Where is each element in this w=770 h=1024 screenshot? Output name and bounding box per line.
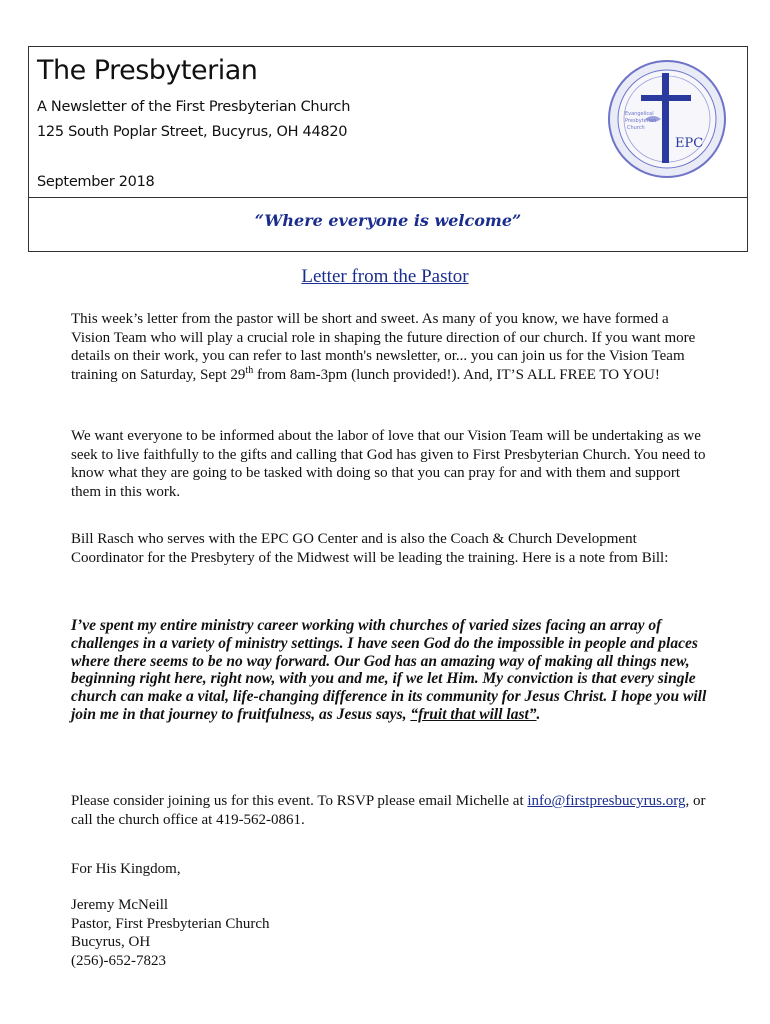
paragraph-1 [71, 310, 711, 384]
signature-phone: (256)-652-7823 [71, 952, 166, 969]
letter-heading: Letter from the Pastor [301, 266, 469, 287]
quote-fruit-phrase: “fruit that will last” [410, 705, 537, 723]
svg-text:Evangelical: Evangelical [625, 111, 654, 117]
masthead [28, 46, 748, 252]
svg-text:Presbyterian: Presbyterian [625, 118, 657, 124]
paragraph-3: Bill Rasch who serves with the EPC GO Center and is also the Coach & Church Development Coordinator for the Presbytery of the Midwest will be leading the training. Here is a note from Bill: [71, 531, 669, 566]
masthead-top [29, 47, 747, 198]
rsvp-paragraph [71, 792, 711, 829]
signature-block [71, 896, 270, 970]
ordinal-suffix: th [245, 364, 254, 376]
svg-text:Church: Church [627, 125, 645, 131]
church-address: 125 South Poplar Street, Bucyrus, OH 44820 [37, 124, 348, 140]
issue-date: September 2018 [37, 174, 155, 190]
bill-quote [71, 617, 721, 724]
paragraph-2: We want everyone to be informed about the labor of love that our Vision Team will be undertaking as we seek to live faithfully to the gifts and calling that God has given to First Presbyterian Church. You need to know what they are going to be tasked with doing so that you can pray for and with them and support them in this work. [71, 428, 706, 500]
paragraph-1-text-end: from 8am-3pm (lunch provided!). And, IT’S ALL FREE TO YOU! [253, 366, 660, 383]
closing: For His Kingdom, [71, 861, 181, 877]
newsletter-subtitle: A Newsletter of the First Presbyterian Church [37, 99, 351, 115]
quote-text: I’ve spent my entire ministry career working with churches of varied sizes facing an array of challenges in a variety of ministry settings. I have seen God do the impossible in people and places where there seems to be no way forward. Our God has an amazing way of making all things new, beginning right here, right now, with you and me, if we let Him. My conviction is that every single church can make a vital, life-changing difference in its community for Jesus Christ. I hope you will join me in that journey to fruitfulness, as Jesus says, [71, 617, 707, 723]
newsletter-title: The Presbyterian [37, 55, 258, 86]
rsvp-text: Please consider joining us for this event. To RSVP please email Michelle at [71, 793, 528, 809]
email-link[interactable]: info@firstpresbucyrus.org [527, 793, 686, 809]
signature-title: Pastor, First Presbyterian Church [71, 915, 270, 932]
signature-city: Bucyrus, OH [71, 934, 151, 950]
cross-seal-icon [605, 55, 729, 183]
tagline: “Where everyone is welcome” [254, 211, 522, 230]
quote-end: . [536, 705, 541, 723]
rsvp-text-end: , or call the church office at 419-562-0861. [71, 793, 706, 828]
paragraph-1-text: This week’s letter from the pastor will be short and sweet. As many of you know, we have formed a Vision Team who will play a crucial role in shaping the future direction of our church. If you want more details on their work, you can refer to last month's newsletter, or... you can join us for the Vision Team training on Saturday, Sept 29 [71, 311, 696, 383]
signature-name: Jeremy McNeill [71, 897, 169, 913]
logo-text: EPC [675, 136, 704, 151]
